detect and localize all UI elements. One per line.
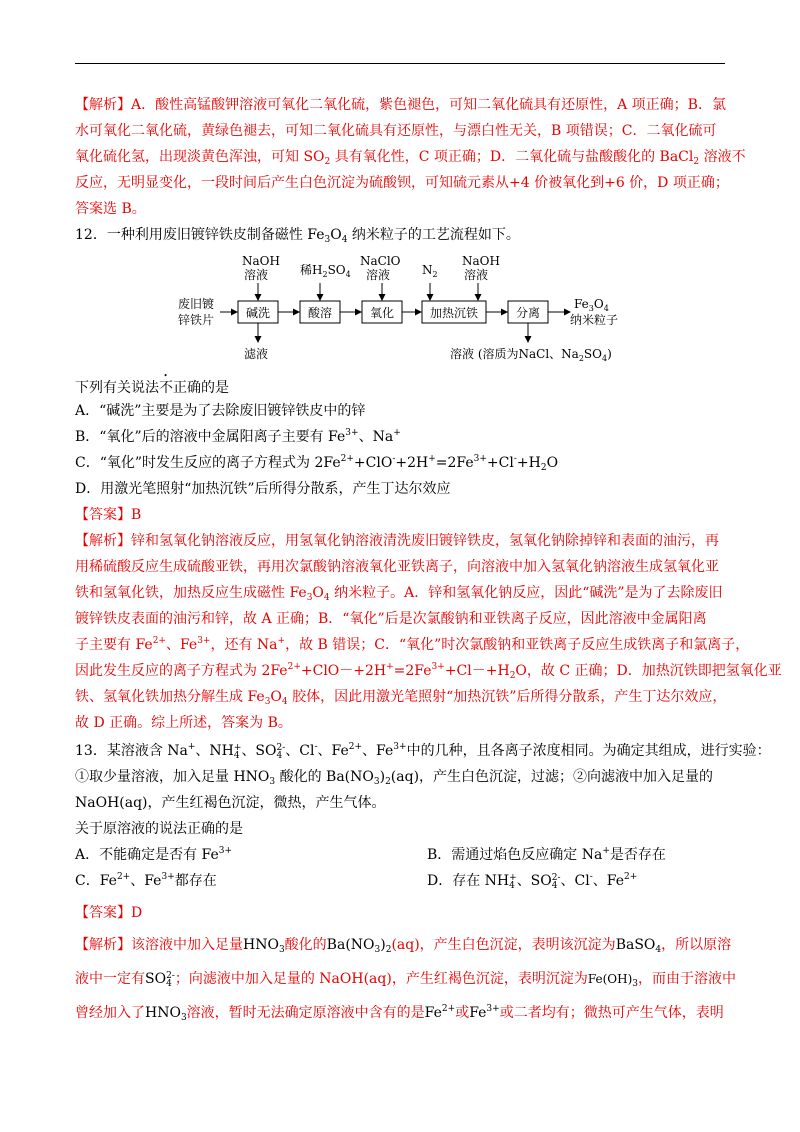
input-label-1: 废旧镀 xyxy=(178,297,215,311)
step-label-3: 氧化 xyxy=(370,306,395,320)
product-formula: $Fe_3O_4$ xyxy=(574,297,609,313)
q13-option-c: C．$Fe^{2+}$、$Fe^{3+}$都存在 xyxy=(75,872,217,889)
q11-explanation-line-2: 水可氧化二氧化硫，黄绿色褪去，可知二氧化硫具有还原性，与漂白性无关，B 项错误；C．二氧化硫可 xyxy=(75,123,717,139)
q13-option-b: B．需通过焰色反应确定 Na+是否存在 xyxy=(427,846,666,863)
q13-stem: 13．某溶液含 Na+、NH + 4 、SO 2- 4 、Cl-、$Fe^{2+}$、$Fe^{3+}$中的几种，且各离子浓度相同。为确定其组成，进行实验： xyxy=(75,742,771,761)
q13-answer: 【答案】D xyxy=(75,905,143,921)
step-label-1: 碱洗 xyxy=(246,306,271,320)
header-rule xyxy=(75,63,725,64)
reagent-5-b: 溶液 xyxy=(464,268,489,282)
q12-explanation-2: 用稀硫酸反应生成硫酸亚铁，再用次氯酸钠溶液氧化亚铁离子，向溶液中加入氢氧化钠溶液生成氢氧化亚 xyxy=(75,559,719,575)
q12-option-d: D．用激光笔照射“加热沉铁”后所得分散系，产生丁达尔效应 xyxy=(75,481,451,497)
q11-explanation-line-4: 反应，无明显变化，一段时间后产生白色沉淀为硫酸钡，可知硫元素从+4 价被氧化到+6 价，D 项正确； xyxy=(75,175,729,191)
q13-experiment-2: NaOH(aq)，产生红褐色沉淀，微热，产生气体。 xyxy=(75,795,386,811)
waste-1: 滤液 xyxy=(244,347,269,361)
step-label-4: 加热沉铁 xyxy=(430,306,479,320)
step-label-2: 酸溶 xyxy=(308,306,333,320)
q13-options-ab xyxy=(75,842,725,868)
explanation-label: 【解析】 xyxy=(75,97,131,113)
q12-explanation-1: 【解析】锌和氢氧化钠溶液反应，用氢氧化钠溶液清洗废旧镀锌铁皮，氢氧化钠除掉锌和表面的油污，再 xyxy=(75,533,719,549)
process-flow-diagram xyxy=(170,248,650,373)
reagent-3-b: 溶液 xyxy=(366,268,391,282)
q12-explanation-3: 铁和氢氧化铁，加热反应生成磁性 $Fe_3O_4$ 纳米粒子。A．锌和氢氧化钠反应，因此“碱洗”是为了去除废旧 xyxy=(75,585,723,603)
q12-explanation-6: 因此发生反应的离子方程式为 $2Fe^{2+}+ClO-+2H^+=2Fe^{3+}+Cl-+H_2O$，故 C 正确；D．加热沉铁即把氢氧化亚 xyxy=(75,662,782,681)
q12-answer: 【答案】B xyxy=(75,507,142,523)
reagent-1-b: 溶液 xyxy=(244,268,269,282)
q12-explanation-5: 子主要有 $Fe^{2+}$、$Fe^{3+}$，还有 Na+，故 B 错误；C．“氧化”时次氯酸钠和亚铁离子反应生成铁离子和氯离子， xyxy=(75,636,750,653)
product-label: 纳米粒子 xyxy=(570,313,619,327)
q13-option-a: A．不能确定是否有 $Fe^{3+}$ xyxy=(75,846,233,863)
q13-options-cd xyxy=(75,868,725,894)
q12-explanation-7: 铁、氢氧化铁加热分解生成 $Fe_3O_4$ 胶体，因此用激光笔照射“加热沉铁”后所得分散系，产生丁达尔效应， xyxy=(75,689,727,707)
q13-question: 关于原溶液的说法正确的是 xyxy=(75,821,243,837)
q13-explanation-2: 液中一定有SO 2- 4 ；向滤液中加入足量的 NaOH(aq)，产生红褐色沉淀，表明沉淀为$Fe(OH)_3$，而由于溶液中 xyxy=(75,971,736,989)
reagent-4: $N_2$ xyxy=(422,263,438,279)
q11-explanation-line-1: 【解析】A．酸性高锰酸钾溶液可氧化二氧化硫，紫色褪色，可知二氧化硫具有还原性，A 项正确；B．氯 xyxy=(75,97,726,113)
q12-option-b: B．“氧化”后的溶液中金属阳离子主要有 $Fe^{3+}$、Na+ xyxy=(75,428,401,445)
reagent-2: 稀$H_2SO_4$ xyxy=(300,263,351,279)
waste-2: 溶液 (溶质为NaCl、$Na_2SO_4$) xyxy=(450,347,612,363)
q12-question: 下列有关说法不正确的是 xyxy=(75,380,229,396)
q12-option-c: C．“氧化”时发生反应的离子方程式为 $2Fe^{2+}+ClO^-+2H^+=2Fe^{3+}+Cl^-+H_2O$ xyxy=(75,454,559,473)
q13-explanation-3: 曾经加入了$HNO_3$溶液，暂时无法确定原溶液中含有的是$Fe^{2+}$或$Fe^{3+}$或二者均有；微热可产生气体，表明 xyxy=(75,1004,724,1023)
step-label-5: 分离 xyxy=(516,306,541,320)
q12-stem: 12．一种利用废旧镀锌铁皮制备磁性 $Fe_3O_4$ 纳米粒子的工艺流程如下。 xyxy=(75,227,520,245)
q12-explanation-8: 故 D 正确。综上所述，答案为 B。 xyxy=(75,715,292,731)
reagent-5-a: NaOH xyxy=(462,254,500,268)
q11-explanation-line-5: 答案选 B。 xyxy=(75,201,146,217)
q11-explanation-line-3: 氧化硫化氢，出现淡黄色浑浊，可知 $SO_2$ 具有氧化性，C 项正确；D．二氧化硫与盐酸酸化的 BaCl$_2$ 溶液不 xyxy=(75,149,746,167)
q12-option-a: A．“碱洗”主要是为了去除废旧镀锌铁皮中的锌 xyxy=(75,403,366,419)
q13-explanation-1: 【解析】该溶液中加入足量$HNO_3$酸化的$Ba(NO_3)_2(aq)$，产生白色沉淀，表明该沉淀为BaSO$_4$，所以原溶 xyxy=(75,937,732,955)
q13-experiment-1: ①取少量溶液，加入足量 $HNO_3$ 酸化的 $Ba(NO_3)_2(aq)$，产生白色沉淀，过滤；②向滤液中加入足量的 xyxy=(75,769,714,787)
input-label-2: 锌铁片 xyxy=(178,313,215,327)
q12-explanation-4: 镀锌铁皮表面的油污和锌，故 A 正确；B．“氧化”后是次氯酸钠和亚铁离子反应，因此溶液中金属阳离 xyxy=(75,611,707,627)
reagent-1-a: NaOH xyxy=(242,254,280,268)
reagent-3-a: NaClO xyxy=(360,254,401,268)
q13-option-d: D．存在 NH + 4 、SO 2- 4 、Cl-、$Fe^{2+}$ xyxy=(427,872,638,891)
